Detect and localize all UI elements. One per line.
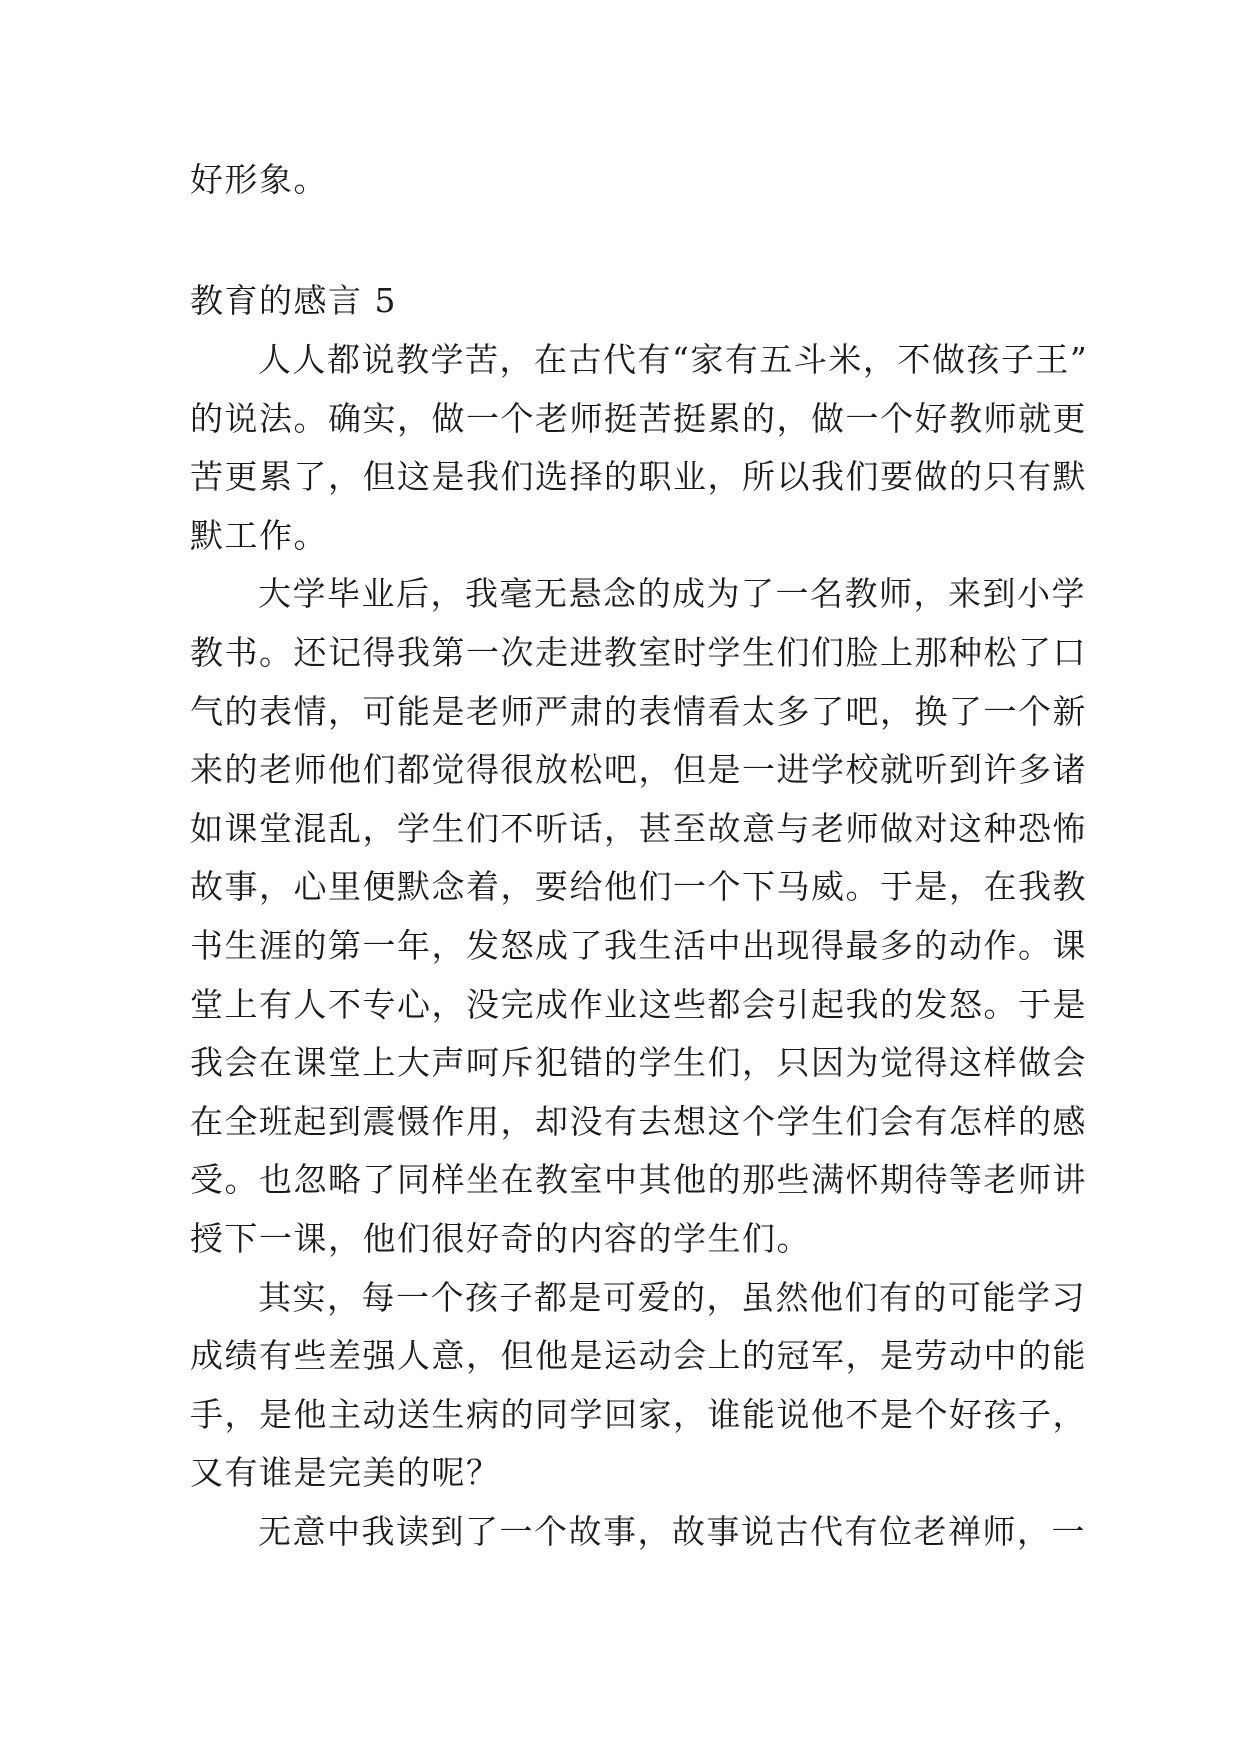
intro-line: 好形象。: [190, 160, 328, 199]
text-line: 大学毕业后，我毫无悬念的成为了一名教师，来到小学: [258, 574, 1086, 614]
section-title-block: [190, 272, 1050, 331]
text-line: 气的表情，可能是老师严肃的表情看太多了吧，换了一个新: [190, 691, 1087, 731]
text-line: 教书。还记得我第一次走进教室时学生们们脸上那种松了口: [190, 632, 1087, 672]
text-line: 又有谁是完美的呢？: [190, 1453, 501, 1493]
text-line: 默工作。: [190, 515, 328, 555]
text-line: 的说法。确实，做一个老师挺苦挺累的，做一个好教师就更: [190, 398, 1087, 438]
text-line: 堂上有人不专心，没完成作业这些都会引起我的发怒。于是: [190, 984, 1087, 1024]
text-line: 我会在课堂上大声呵斥犯错的学生们，只因为觉得这样做会: [190, 1043, 1087, 1083]
text-line: 如课堂混乱，学生们不听话，甚至故意与老师做对这种恐怖: [190, 808, 1087, 848]
text-line: 苦更累了，但这是我们选择的职业，所以我们要做的只有默: [190, 457, 1087, 497]
text-line: 受。也忽略了同样坐在教室中其他的那些满怀期待等老师讲: [190, 1160, 1087, 1200]
paragraph-1: [190, 331, 1089, 565]
paragraph-4: [190, 1503, 1086, 1562]
body-text: [190, 331, 1089, 1561]
text-line: 无意中我读到了一个故事，故事说古代有位老禅师，一: [258, 1511, 1086, 1551]
paragraph-3: [190, 1269, 1087, 1503]
text-line: 在全班起到震慑作用，却没有去想这个学生们会有怎样的感: [190, 1101, 1087, 1141]
text-line: 书生涯的第一年，发怒成了我生活中出现得最多的动作。课: [190, 925, 1087, 965]
text-line: 成绩有些差强人意，但他是运动会上的冠军，是劳动中的能: [190, 1336, 1087, 1376]
text-line: 人人都说教学苦，在古代有“家有五斗米，不做孩子王”: [258, 340, 1089, 379]
text-line: 其实，每一个孩子都是可爱的，虽然他们有的可能学习: [258, 1277, 1086, 1317]
text-line: 手，是他主动送生病的同学回家，谁能说他不是个好孩子，: [190, 1394, 1087, 1434]
text-line: 来的老师他们都觉得很放松吧，但是一进学校就听到许多诸: [190, 750, 1087, 790]
intro-block: [190, 151, 1050, 210]
paragraph-2: [190, 565, 1087, 1268]
text-line: 故事，心里便默念着，要给他们一个下马威。于是，在我教: [190, 867, 1087, 907]
section-title: 教育的感言 5: [190, 281, 397, 320]
text-line: 授下一课，他们很好奇的内容的学生们。: [190, 1218, 811, 1258]
